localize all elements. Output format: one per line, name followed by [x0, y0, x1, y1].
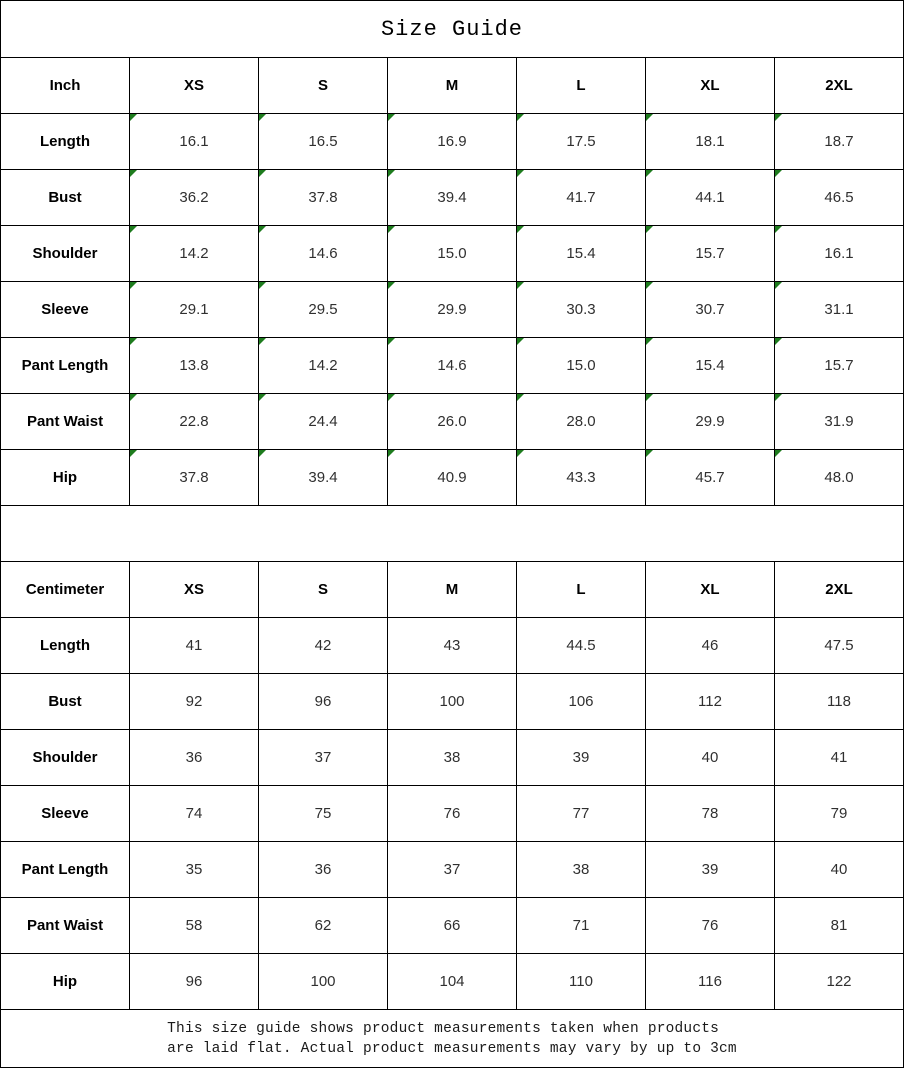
size-header-cell-text: XS: [183, 581, 204, 598]
unit-header-cell-text: Inch: [49, 77, 81, 94]
value-cell-text: 37.8: [179, 469, 209, 486]
value-cell: [517, 842, 646, 898]
value-cell-text: 46.5: [824, 189, 854, 206]
value-cell: [775, 282, 904, 338]
value-cell: [388, 282, 517, 338]
size-header-cell: [388, 562, 517, 618]
value-cell-text: 22.8: [179, 413, 209, 430]
text-format-corner-marker-icon: [388, 394, 395, 401]
size-header-cell-text: L: [576, 581, 586, 598]
text-format-corner-marker-icon: [775, 170, 782, 177]
text-format-corner-marker-icon: [388, 170, 395, 177]
value-cell: [775, 674, 904, 730]
value-cell-text: 15.7: [824, 357, 854, 374]
value-cell: [646, 674, 775, 730]
spacer-section: [1, 506, 904, 562]
size-header-cell: [646, 58, 775, 114]
row-label-cell: [1, 394, 130, 450]
value-cell: [775, 842, 904, 898]
row-label-cell: [1, 898, 130, 954]
row-label-cell-text: Hip: [52, 469, 78, 486]
text-format-corner-marker-icon: [259, 170, 266, 177]
value-cell: [130, 898, 259, 954]
value-cell: [517, 954, 646, 1010]
row-label-cell-text: Pant Length: [21, 357, 109, 374]
value-cell: [388, 954, 517, 1010]
value-cell: [259, 954, 388, 1010]
value-cell: [259, 226, 388, 282]
value-cell: [646, 394, 775, 450]
value-cell-text: 36: [314, 861, 332, 878]
text-format-corner-marker-icon: [517, 450, 524, 457]
value-cell: [646, 618, 775, 674]
value-cell-text: 78: [701, 805, 719, 822]
value-cell-text: 44.1: [695, 189, 725, 206]
value-cell-text: 29.9: [695, 413, 725, 430]
value-cell: [259, 450, 388, 506]
value-cell: [388, 618, 517, 674]
value-cell: [259, 114, 388, 170]
value-cell-text: 18.7: [824, 133, 854, 150]
unit-header-cell: [1, 58, 130, 114]
value-cell-text: 79: [830, 805, 848, 822]
size-header-cell: [517, 58, 646, 114]
value-cell: [130, 842, 259, 898]
value-cell: [646, 786, 775, 842]
row-label-cell: [1, 170, 130, 226]
text-format-corner-marker-icon: [388, 114, 395, 121]
text-format-corner-marker-icon: [130, 338, 137, 345]
text-format-corner-marker-icon: [388, 338, 395, 345]
value-cell: [259, 618, 388, 674]
value-cell-text: 38: [443, 749, 461, 766]
value-cell: [130, 170, 259, 226]
value-cell-text: 39.4: [308, 469, 338, 486]
text-format-corner-marker-icon: [130, 170, 137, 177]
value-cell: [646, 338, 775, 394]
value-cell-text: 110: [569, 973, 593, 990]
size-header-cell: [646, 562, 775, 618]
measurement-row: [1, 226, 904, 282]
value-cell-text: 76: [701, 917, 719, 934]
row-label-cell-text: Sleeve: [41, 301, 89, 318]
size-header-cell: [775, 562, 904, 618]
value-cell-text: 75: [314, 805, 332, 822]
value-cell: [259, 786, 388, 842]
page-title: Size Guide: [1, 1, 904, 58]
row-label-cell: [1, 114, 130, 170]
value-cell: [517, 450, 646, 506]
measurement-row: [1, 786, 904, 842]
value-cell: [130, 786, 259, 842]
size-header-cell-text: XS: [183, 77, 204, 94]
measurement-row: [1, 842, 904, 898]
value-cell-text: 39.4: [437, 189, 467, 206]
value-cell: [259, 170, 388, 226]
value-cell: [517, 226, 646, 282]
value-cell: [646, 730, 775, 786]
measurement-row: [1, 114, 904, 170]
text-format-corner-marker-icon: [259, 394, 266, 401]
value-cell-text: 106: [568, 693, 594, 710]
value-cell: [775, 338, 904, 394]
text-format-corner-marker-icon: [130, 450, 137, 457]
value-cell-text: 41: [830, 749, 848, 766]
value-cell: [517, 394, 646, 450]
text-format-corner-marker-icon: [775, 114, 782, 121]
value-cell-text: 14.6: [308, 245, 338, 262]
text-format-corner-marker-icon: [775, 450, 782, 457]
value-cell: [130, 394, 259, 450]
value-cell: [775, 954, 904, 1010]
footer-section: [1, 1010, 904, 1068]
value-cell: [775, 450, 904, 506]
value-cell-text: 41.7: [566, 189, 596, 206]
value-cell: [130, 450, 259, 506]
value-cell: [388, 338, 517, 394]
value-cell-text: 43: [443, 637, 461, 654]
value-cell: [130, 282, 259, 338]
text-format-corner-marker-icon: [646, 282, 653, 289]
value-cell: [388, 898, 517, 954]
value-cell-text: 81: [830, 917, 848, 934]
text-format-corner-marker-icon: [775, 282, 782, 289]
value-cell: [517, 618, 646, 674]
value-cell: [259, 842, 388, 898]
value-cell: [775, 786, 904, 842]
size-header-cell-text: XL: [700, 581, 720, 598]
value-cell: [388, 674, 517, 730]
footer-row: [1, 1010, 904, 1068]
row-label-cell: [1, 786, 130, 842]
value-cell-text: 40: [701, 749, 719, 766]
unit-header-cell-text: Centimeter: [25, 581, 105, 598]
measurement-row: [1, 674, 904, 730]
measurement-row: [1, 170, 904, 226]
value-cell-text: 100: [439, 693, 465, 710]
title-row: [1, 1, 904, 58]
value-cell-text: 14.2: [308, 357, 338, 374]
text-format-corner-marker-icon: [646, 394, 653, 401]
row-label-cell-text: Bust: [48, 189, 82, 206]
value-cell: [130, 674, 259, 730]
value-cell-text: 13.8: [179, 357, 209, 374]
value-cell: [646, 842, 775, 898]
size-header-row: [1, 58, 904, 114]
value-cell-text: 16.5: [308, 133, 338, 150]
text-format-corner-marker-icon: [259, 450, 266, 457]
value-cell-text: 42: [314, 637, 332, 654]
row-label-cell-text: Pant Waist: [26, 917, 104, 934]
inch-table-body: [1, 58, 904, 506]
value-cell-text: 71: [572, 917, 590, 934]
value-cell: [775, 394, 904, 450]
measurement-row: [1, 450, 904, 506]
value-cell: [259, 394, 388, 450]
value-cell: [517, 786, 646, 842]
value-cell: [130, 338, 259, 394]
value-cell-text: 15.0: [437, 245, 467, 262]
value-cell: [646, 114, 775, 170]
text-format-corner-marker-icon: [517, 338, 524, 345]
value-cell-text: 37: [443, 861, 461, 878]
size-header-cell: [775, 58, 904, 114]
value-cell: [388, 226, 517, 282]
value-cell-text: 43.3: [566, 469, 596, 486]
text-format-corner-marker-icon: [646, 170, 653, 177]
row-label-cell: [1, 338, 130, 394]
value-cell: [646, 170, 775, 226]
text-format-corner-marker-icon: [388, 282, 395, 289]
value-cell: [775, 898, 904, 954]
value-cell-text: 76: [443, 805, 461, 822]
value-cell: [388, 786, 517, 842]
value-cell-text: 17.5: [566, 133, 596, 150]
value-cell-text: 118: [827, 693, 851, 710]
value-cell-text: 28.0: [566, 413, 596, 430]
value-cell-text: 40: [830, 861, 848, 878]
value-cell-text: 29.1: [179, 301, 209, 318]
value-cell-text: 14.2: [179, 245, 209, 262]
value-cell-text: 41: [185, 637, 203, 654]
value-cell-text: 96: [185, 973, 203, 990]
text-format-corner-marker-icon: [259, 114, 266, 121]
value-cell: [388, 394, 517, 450]
value-cell: [388, 450, 517, 506]
value-cell-text: 47.5: [824, 637, 854, 654]
text-format-corner-marker-icon: [259, 226, 266, 233]
value-cell-text: 16.9: [437, 133, 467, 150]
value-cell: [775, 114, 904, 170]
text-format-corner-marker-icon: [130, 394, 137, 401]
value-cell-text: 36: [185, 749, 203, 766]
footer-note-line2: are laid flat. Actual product measurements may vary by up to 3cm: [167, 1040, 737, 1057]
text-format-corner-marker-icon: [130, 114, 137, 121]
value-cell: [646, 954, 775, 1010]
value-cell-text: 39: [701, 861, 719, 878]
value-cell: [646, 450, 775, 506]
value-cell-text: 29.5: [308, 301, 338, 318]
value-cell: [775, 170, 904, 226]
value-cell-text: 14.6: [437, 357, 467, 374]
value-cell-text: 48.0: [824, 469, 854, 486]
value-cell-text: 15.4: [566, 245, 596, 262]
value-cell-text: 16.1: [179, 133, 209, 150]
value-cell-text: 31.9: [824, 413, 854, 430]
text-format-corner-marker-icon: [517, 226, 524, 233]
value-cell: [775, 730, 904, 786]
value-cell-text: 62: [314, 917, 332, 934]
value-cell-text: 36.2: [179, 189, 209, 206]
value-cell: [517, 674, 646, 730]
row-label-cell-text: Shoulder: [32, 245, 98, 262]
value-cell: [388, 170, 517, 226]
value-cell: [517, 338, 646, 394]
size-header-cell: [517, 562, 646, 618]
row-label-cell-text: Pant Waist: [26, 413, 104, 430]
value-cell-text: 29.9: [437, 301, 467, 318]
value-cell-text: 74: [185, 805, 203, 822]
value-cell-text: 15.7: [695, 245, 725, 262]
text-format-corner-marker-icon: [130, 226, 137, 233]
value-cell-text: 18.1: [695, 133, 725, 150]
value-cell-text: 112: [698, 693, 722, 710]
row-label-cell: [1, 674, 130, 730]
measurement-row: [1, 730, 904, 786]
row-label-cell-text: Length: [40, 637, 90, 654]
value-cell: [388, 114, 517, 170]
value-cell-text: 30.3: [566, 301, 596, 318]
row-label-cell-text: Bust: [48, 693, 82, 710]
value-cell-text: 35: [185, 861, 203, 878]
centimeter-table-body: [1, 562, 904, 1010]
text-format-corner-marker-icon: [259, 282, 266, 289]
text-format-corner-marker-icon: [517, 394, 524, 401]
value-cell: [259, 898, 388, 954]
title-section: [1, 1, 904, 58]
value-cell-text: 38: [572, 861, 590, 878]
size-header-cell: [130, 562, 259, 618]
value-cell-text: 24.4: [308, 413, 338, 430]
value-cell: [388, 730, 517, 786]
value-cell: [517, 170, 646, 226]
value-cell: [130, 226, 259, 282]
value-cell-text: 30.7: [695, 301, 725, 318]
row-label-cell-text: Hip: [52, 973, 78, 990]
spacer-row: [1, 506, 904, 562]
text-format-corner-marker-icon: [388, 226, 395, 233]
value-cell: [646, 226, 775, 282]
size-header-cell-text: M: [445, 581, 459, 598]
text-format-corner-marker-icon: [517, 114, 524, 121]
value-cell: [646, 282, 775, 338]
value-cell-text: 40.9: [437, 469, 467, 486]
table-spacer: [1, 506, 904, 562]
measurement-row: [1, 394, 904, 450]
value-cell-text: 92: [185, 693, 203, 710]
row-label-cell-text: Shoulder: [32, 749, 98, 766]
value-cell-text: 15.0: [566, 357, 596, 374]
value-cell-text: 116: [698, 973, 722, 990]
size-header-cell-text: S: [317, 77, 328, 94]
value-cell: [259, 674, 388, 730]
size-header-cell-text: L: [576, 77, 586, 94]
text-format-corner-marker-icon: [517, 282, 524, 289]
size-header-cell: [388, 58, 517, 114]
row-label-cell: [1, 730, 130, 786]
value-cell-text: 15.4: [695, 357, 725, 374]
value-cell-text: 66: [443, 917, 461, 934]
row-label-cell: [1, 450, 130, 506]
value-cell: [775, 618, 904, 674]
text-format-corner-marker-icon: [775, 338, 782, 345]
footer-note: [167, 1019, 737, 1059]
value-cell-text: 104: [439, 973, 465, 990]
value-cell-text: 100: [310, 973, 336, 990]
value-cell: [646, 898, 775, 954]
value-cell-text: 16.1: [824, 245, 854, 262]
measurement-row: [1, 618, 904, 674]
value-cell: [130, 730, 259, 786]
measurement-row: [1, 954, 904, 1010]
value-cell-text: 37: [314, 749, 332, 766]
size-header-cell-text: XL: [700, 77, 720, 94]
value-cell: [517, 114, 646, 170]
value-cell-text: 122: [826, 973, 852, 990]
value-cell-text: 44.5: [566, 637, 596, 654]
text-format-corner-marker-icon: [646, 450, 653, 457]
row-label-cell: [1, 226, 130, 282]
measurement-row: [1, 282, 904, 338]
size-header-cell-text: S: [317, 581, 328, 598]
row-label-cell: [1, 842, 130, 898]
row-label-cell: [1, 282, 130, 338]
value-cell-text: 46: [701, 637, 719, 654]
footer-note-line1: This size guide shows product measurements taken when products: [167, 1020, 720, 1037]
value-cell: [775, 226, 904, 282]
text-format-corner-marker-icon: [646, 338, 653, 345]
text-format-corner-marker-icon: [130, 282, 137, 289]
value-cell-text: 77: [572, 805, 590, 822]
value-cell: [259, 338, 388, 394]
size-header-cell: [130, 58, 259, 114]
value-cell-text: 96: [314, 693, 332, 710]
footer-note-cell: [1, 1010, 904, 1068]
text-format-corner-marker-icon: [775, 394, 782, 401]
value-cell-text: 45.7: [695, 469, 725, 486]
value-cell: [130, 954, 259, 1010]
value-cell: [517, 282, 646, 338]
text-format-corner-marker-icon: [646, 114, 653, 121]
measurement-row: [1, 898, 904, 954]
value-cell: [517, 898, 646, 954]
size-header-cell-text: 2XL: [825, 581, 853, 598]
value-cell-text: 37.8: [308, 189, 338, 206]
text-format-corner-marker-icon: [517, 170, 524, 177]
text-format-corner-marker-icon: [775, 226, 782, 233]
value-cell-text: 58: [185, 917, 203, 934]
value-cell-text: 39: [572, 749, 590, 766]
row-label-cell: [1, 954, 130, 1010]
value-cell-text: 26.0: [437, 413, 467, 430]
unit-header-cell: [1, 562, 130, 618]
text-format-corner-marker-icon: [388, 450, 395, 457]
text-format-corner-marker-icon: [646, 226, 653, 233]
value-cell: [388, 842, 517, 898]
row-label-cell-text: Length: [40, 133, 90, 150]
size-header-cell: [259, 58, 388, 114]
text-format-corner-marker-icon: [259, 338, 266, 345]
row-label-cell-text: Pant Length: [21, 861, 109, 878]
row-label-cell: [1, 618, 130, 674]
size-header-cell-text: 2XL: [825, 77, 853, 94]
value-cell: [130, 114, 259, 170]
value-cell: [130, 618, 259, 674]
row-label-cell-text: Sleeve: [41, 805, 89, 822]
size-header-cell: [259, 562, 388, 618]
size-header-row: [1, 562, 904, 618]
size-header-cell-text: M: [445, 77, 459, 94]
value-cell-text: 31.1: [824, 301, 854, 318]
value-cell: [259, 282, 388, 338]
value-cell: [259, 730, 388, 786]
measurement-row: [1, 338, 904, 394]
value-cell: [517, 730, 646, 786]
